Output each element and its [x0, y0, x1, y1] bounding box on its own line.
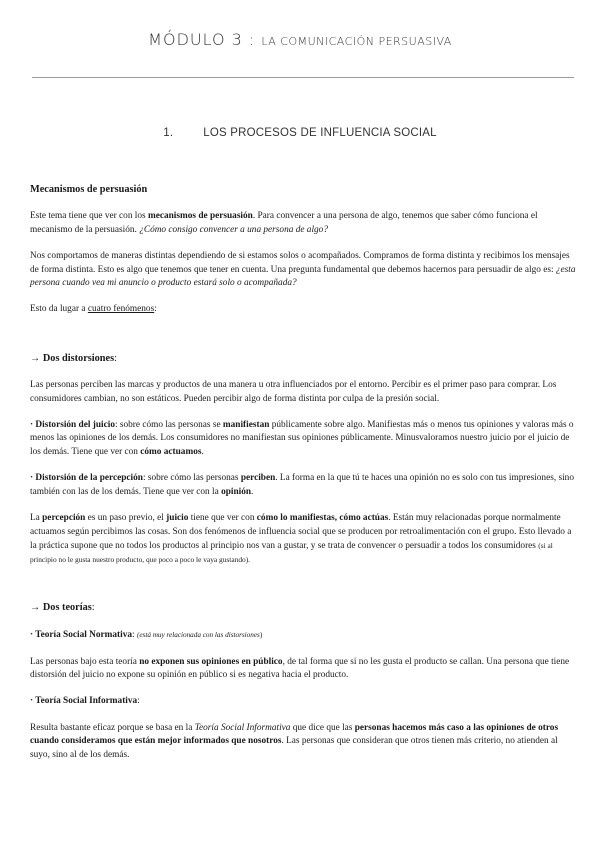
small-text: (si al principio no le gusta nuestro producto, que poco a poco le vaya gustando). [30, 540, 553, 565]
text: públicamente sobre algo. Manifiestas más o menos tus opiniones y valoras más o menos las opiniones de los demás. Los consumidores no manifiestan sus opiniones públicamente. Minusvaloramos nuestro juicio por el juicio de los demás. Tiene que ver con [30, 420, 574, 457]
text: . Las personas que consideran que otros tienen más criterio, no atienden al suyo, sino al de los demás. [30, 736, 558, 760]
text: . [251, 486, 254, 497]
text: es un paso previo, el [85, 513, 167, 524]
module-subtitle: LA COMUNICACIÓN PERSUASIVA [261, 35, 452, 48]
text: tiene que ver con [188, 513, 257, 524]
bold-text: cómo lo manifiestas, cómo actúas [256, 513, 389, 524]
paragraph [30, 695, 576, 708]
text: Este tema tiene que ver con los [30, 211, 148, 222]
section-title-text: LOS PROCESOS DE INFLUENCIA SOCIAL [203, 127, 437, 139]
bold-text: · Distorsión del juicio [30, 420, 115, 431]
paragraph [30, 628, 576, 642]
bold-text: percepción [42, 513, 86, 524]
small-italic-text: (está muy relacionada con las distorsiones [136, 631, 260, 640]
paragraph [30, 722, 576, 762]
module-label: MÓDULO 3 : [148, 30, 256, 49]
text: que dice que las [290, 722, 355, 733]
bold-text: · Teoría Social Informativa [30, 696, 138, 707]
heading-colon: : [91, 601, 95, 613]
text: . [201, 446, 204, 457]
text: Las personas bajo esta teoría [30, 656, 140, 667]
text: : [137, 696, 140, 707]
paragraph: Las personas perciben las marcas y productos de una manera u otra influenciados por el entorno. Percibir es el primer paso para comprar. Los consumidores cambian, no son estáticos. Pueden percibir algo de forma distinta por culpa de la presión social. [30, 380, 557, 404]
paragraph [30, 656, 576, 683]
text: . Para convencer a una persona de algo, tenemos que saber cómo funciona el mecanismo de la persuasión. [30, 211, 538, 235]
heading-teorias [30, 601, 576, 614]
bold-text: perciben [240, 473, 276, 484]
bold-text: mecanismos de persuasión [147, 211, 253, 222]
paragraph [30, 250, 576, 290]
text: : sobre cómo las personas [142, 473, 241, 484]
document-body [30, 183, 576, 762]
paragraph [30, 303, 576, 316]
paragraph [30, 512, 576, 568]
text: . La forma en la que tú te haces una opinión no es solo con tus impresiones, sino también con las de los demás. Tiene que ver con la [30, 473, 574, 497]
heading-text: → Dos teorías [30, 601, 92, 613]
heading-mecanismos: Mecanismos de persuasión [30, 184, 148, 195]
bold-text: cómo actuamos [140, 446, 202, 457]
bold-text: · Teoría Social Normativa [30, 630, 133, 641]
text: Resulta bastante eficaz porque se basa en la [30, 722, 195, 733]
page-header [0, 30, 600, 49]
bold-text: personas hacemos más caso a las opiniones de otros cuando consideramos que están mejor informados que nosotros [30, 722, 559, 747]
section-title [0, 127, 600, 139]
italic-text: ¿esta persona cuando vea mi anuncio o producto estará solo o acompañada? [30, 264, 576, 289]
text: La [30, 513, 43, 524]
bold-text: no exponen sus opiniones en público [139, 656, 283, 667]
heading-colon: : [114, 352, 117, 364]
text: : [132, 630, 137, 641]
text: Nos comportamos de maneras distintas dependiendo de si estamos solos o acompañados. Compramos de forma distinta y recibimos los mensajes de forma distinta. Esto es algo que tenemos que tener en cuenta. Una pregunta fundamental que debemos hacernos para persuadir de algo es: [30, 251, 570, 275]
italic-text: ¿Cómo consigo convencer a una persona de algo? [139, 224, 328, 235]
text: Esto da lugar a [30, 304, 88, 315]
bold-text: · Distorsión de la percepción [30, 473, 143, 484]
bold-text: manifiestan [222, 420, 270, 431]
small-text: ) [259, 630, 263, 640]
text: . Están muy relacionadas porque normalmente actuamos según percibimos las cosas. Son dos fenómenos de influencia social que se producen por retroalimentación con el grupo. Esto llevado a la práctica supone que no todos los productos al principio nos van a gustar, y se trata de convencer o persuadir a todos los consumidores [30, 513, 572, 551]
underlined-text: cuatro fenómenos [87, 304, 155, 315]
bold-text: juicio [166, 513, 189, 524]
italic-text: Teoría Social Informativa [194, 722, 291, 733]
section-number: 1. [163, 127, 174, 139]
header-divider [32, 77, 574, 78]
paragraph [30, 419, 576, 459]
paragraph [30, 210, 576, 237]
paragraph [30, 472, 576, 499]
text: : sobre cómo las personas se [114, 420, 223, 431]
heading-distorsiones [30, 352, 576, 365]
text: , de tal forma que si no les gusta el producto se callan. Una persona que tiene distorsión del juicio no expone su opinión en público si es negativa hacia el producto. [30, 656, 570, 680]
heading-text: → Dos distorsiones [30, 352, 115, 364]
text: : [154, 304, 157, 315]
bold-text: opinión [221, 486, 252, 497]
